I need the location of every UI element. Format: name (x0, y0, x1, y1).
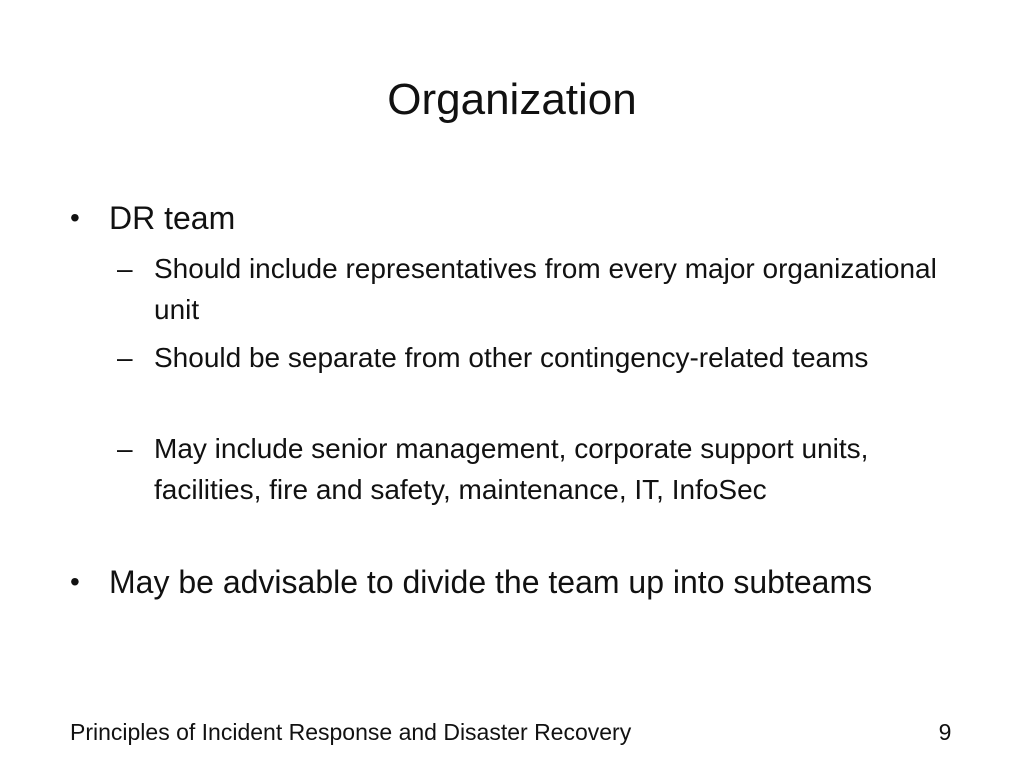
subbullet-senior-management (117, 428, 957, 551)
subbullet-marker: – (117, 253, 133, 284)
bullet-marker: • (70, 566, 80, 597)
subbullet-text: Should be separate from other contingency-related teams (154, 342, 869, 373)
footer-title: Principles of Incident Response and Disaster Recovery (70, 719, 632, 745)
bullet-subteams (70, 560, 970, 648)
subbullet-separate-teams (117, 337, 957, 419)
subbullet-marker: – (117, 433, 133, 464)
slide-title: Organization (387, 75, 637, 124)
bullet-text: May be advisable to divide the team up into subteams (109, 564, 873, 600)
subbullet-marker: – (117, 342, 133, 373)
bullet-marker: • (70, 202, 80, 233)
page-number: 9 (938, 719, 952, 745)
subbullet-text: Should include representatives from every major organizational unit (154, 253, 937, 325)
bullet-text: DR team (109, 200, 236, 236)
subbullet-text: May include senior management, corporate support units, facilities, fire and safety, maintenance, IT, InfoSec (154, 433, 869, 505)
subbullet-representatives (117, 248, 957, 330)
